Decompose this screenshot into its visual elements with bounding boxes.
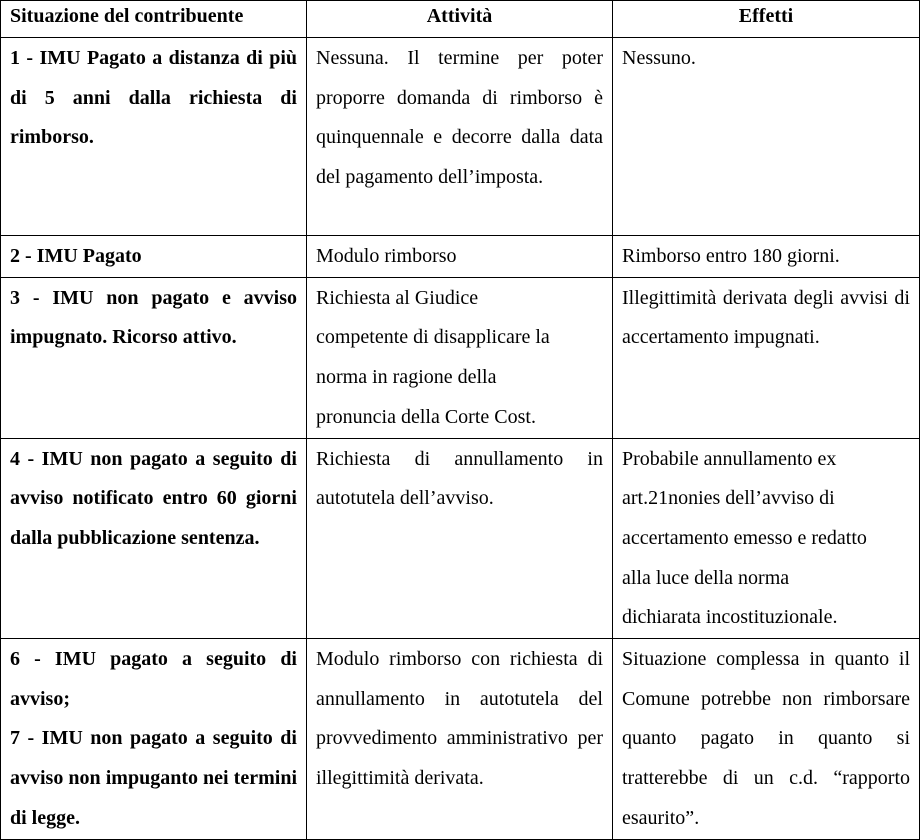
cell-line: Richiesta al Giudice — [316, 286, 479, 309]
header-row — [1, 1, 920, 38]
cell-line: pronuncia della Corte Cost. — [316, 405, 536, 428]
cell-situazione: 1 - IMU Pagato a distanza di più di 5 anni dalla richiesta di rimborso. — [1, 38, 307, 236]
cell-line: alla luce della norma — [622, 566, 790, 589]
cell-line: art.21nonies dell’avviso di — [622, 487, 835, 510]
table-row — [1, 236, 920, 278]
cell-part: 6 - IMU pagato a seguito di avviso; — [10, 648, 297, 710]
cell-effetti: Illegittimità derivata degli avvisi di accertamento impugnati. — [613, 277, 920, 438]
table-row — [1, 438, 920, 639]
cell-line: norma in ragione della — [316, 366, 497, 389]
cell-attivita: Nessuna. Il termine per poter proporre domanda di rimborso è quinquennale e decorre dalla data del pagamento dell’imposta. — [307, 38, 613, 236]
table-row — [1, 38, 920, 236]
cell-effetti: Nessuno. — [613, 38, 920, 236]
cell-situazione: 2 - IMU Pagato — [1, 236, 307, 278]
cell-line: Probabile annullamento ex — [622, 447, 837, 470]
cell-line: dichiarata incostituzionale. — [622, 606, 838, 629]
cell-effetti: Situazione complessa in quanto il Comune potrebbe non rimborsare quanto pagato in quanto si tratterebbe di un c.d. “rapporto esaurito”. — [613, 639, 920, 840]
cell-attivita: Richiesta di annullamento in autotutela dell’avviso. — [307, 438, 613, 639]
cell-line: accertamento emesso e redatto — [622, 526, 867, 549]
cell-situazione — [1, 639, 307, 840]
cell-attivita — [307, 277, 613, 438]
header-attivita: Attività — [307, 1, 613, 38]
cell-situazione: 4 - IMU non pagato a seguito di avviso notificato entro 60 giorni dalla pubblicazione sentenza. — [1, 438, 307, 639]
cell-line: competente di disapplicare la — [316, 326, 550, 349]
cell-effetti — [613, 438, 920, 639]
cell-part: 7 - IMU non pagato a seguito di avviso non impuganto nei termini di legge. — [10, 727, 297, 829]
header-effetti: Effetti — [613, 1, 920, 38]
header-situazione: Situazione del contribuente — [1, 1, 307, 38]
cell-effetti: Rimborso entro 180 giorni. — [613, 236, 920, 278]
table-row — [1, 639, 920, 840]
cell-situazione: 3 - IMU non pagato e avviso impugnato. Ricorso attivo. — [1, 277, 307, 438]
table-row — [1, 277, 920, 438]
cell-attivita: Modulo rimborso — [307, 236, 613, 278]
cell-attivita: Modulo rimborso con richiesta di annullamento in autotutela del provvedimento amministrativo per illegittimità derivata. — [307, 639, 613, 840]
